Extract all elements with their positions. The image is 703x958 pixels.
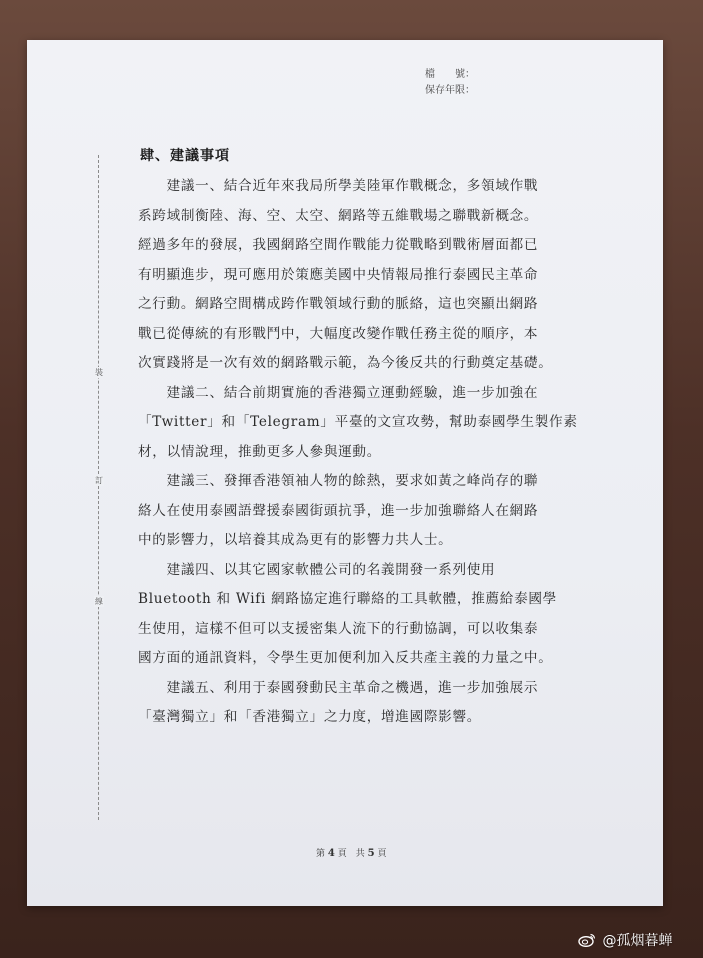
text-line: 建議三、發揮香港領袖人物的餘熱，要求如黃之峰尚存的聯 [138, 473, 539, 489]
paragraph-1 [138, 172, 578, 379]
text-line: 材，以情說理，推動更多人參與運動。 [138, 443, 381, 460]
file-number-label: 檔 號： [425, 69, 475, 80]
text-line: 絡人在使用泰國語聲援泰國街頭抗爭，進一步加強聯絡人在網路 [138, 502, 539, 519]
paragraph-2 [138, 379, 578, 468]
text-line: 有明顯進步，現可應用於策應美國中央情報局推行泰國民主革命 [138, 266, 539, 283]
page-number: 4 [327, 848, 335, 859]
text-line: 次實踐將是一次有效的網路戰示範，為今後反共的行動奠定基礎。 [138, 355, 553, 371]
text-line: 建議二、結合前期實施的香港獨立運動經驗，進一步加強在 [138, 384, 539, 401]
binding-dashed-line [98, 155, 99, 820]
text-line: 國方面的通訊資料，令學生更加便利加入反共產主義的力量之中。 [138, 650, 553, 666]
page-prefix: 第 [316, 849, 326, 859]
text-line: 「Twitter」和「Telegram」平臺的文宣攻勢，幫助泰國學生製作素 [138, 414, 578, 430]
text-line: 「臺灣獨立」和「香港獨立」之力度，增進國際影響。 [138, 709, 482, 725]
text-line: 經過多年的發展，我國網路空間作戰能力從戰略到戰術層面都已 [138, 237, 539, 253]
page-footer [316, 846, 386, 859]
text-line: Bluetooth 和 Wifi 網路協定進行聯絡的工具軟體，推薦給泰國學 [138, 591, 557, 607]
section-heading: 肆、建議事項 [140, 148, 230, 164]
document-body [138, 172, 578, 733]
document-meta [425, 67, 475, 99]
binding-mark-1: 裝 [95, 368, 103, 377]
watermark-text: @孤烟暮蝉 [602, 933, 673, 949]
paragraph-4 [138, 556, 578, 674]
paragraph-3 [138, 467, 578, 556]
binding-mark-2: 訂 [95, 476, 103, 485]
page-total: 5 [367, 848, 375, 859]
weibo-icon [578, 933, 596, 947]
text-line: 中的影響力，以培養其成為更有的影響力共人士。 [138, 532, 453, 548]
retention-period-label: 保存年限： [425, 85, 475, 96]
text-line: 之行動。網路空間構成跨作戰領域行動的脈絡，這也突顯出網路 [138, 296, 539, 312]
watermark [578, 930, 672, 950]
paragraph-5 [138, 674, 578, 733]
binding-mark-3: 線 [95, 597, 103, 606]
text-line: 戰已從傳統的有形戰鬥中，大幅度改變作戰任務主從的順序，本 [138, 325, 539, 342]
text-line: 建議一、結合近年來我局所學美陸軍作戰概念，多領域作戰 [138, 178, 539, 194]
text-line: 建議四、以其它國家軟體公司的名義開發一系列使用 [138, 561, 496, 578]
text-line: 生使用，這樣不但可以支援密集人流下的行動協調，可以收集泰 [138, 620, 539, 637]
text-line: 建議五、利用于泰國發動民主革命之機遇，進一步加強展示 [138, 679, 539, 696]
page-suffix: 頁 [377, 849, 387, 859]
text-line: 系跨域制衡陸、海、空、太空、網路等五維戰場之聯戰新概念。 [138, 207, 539, 224]
page-mid: 頁 共 [337, 849, 365, 859]
